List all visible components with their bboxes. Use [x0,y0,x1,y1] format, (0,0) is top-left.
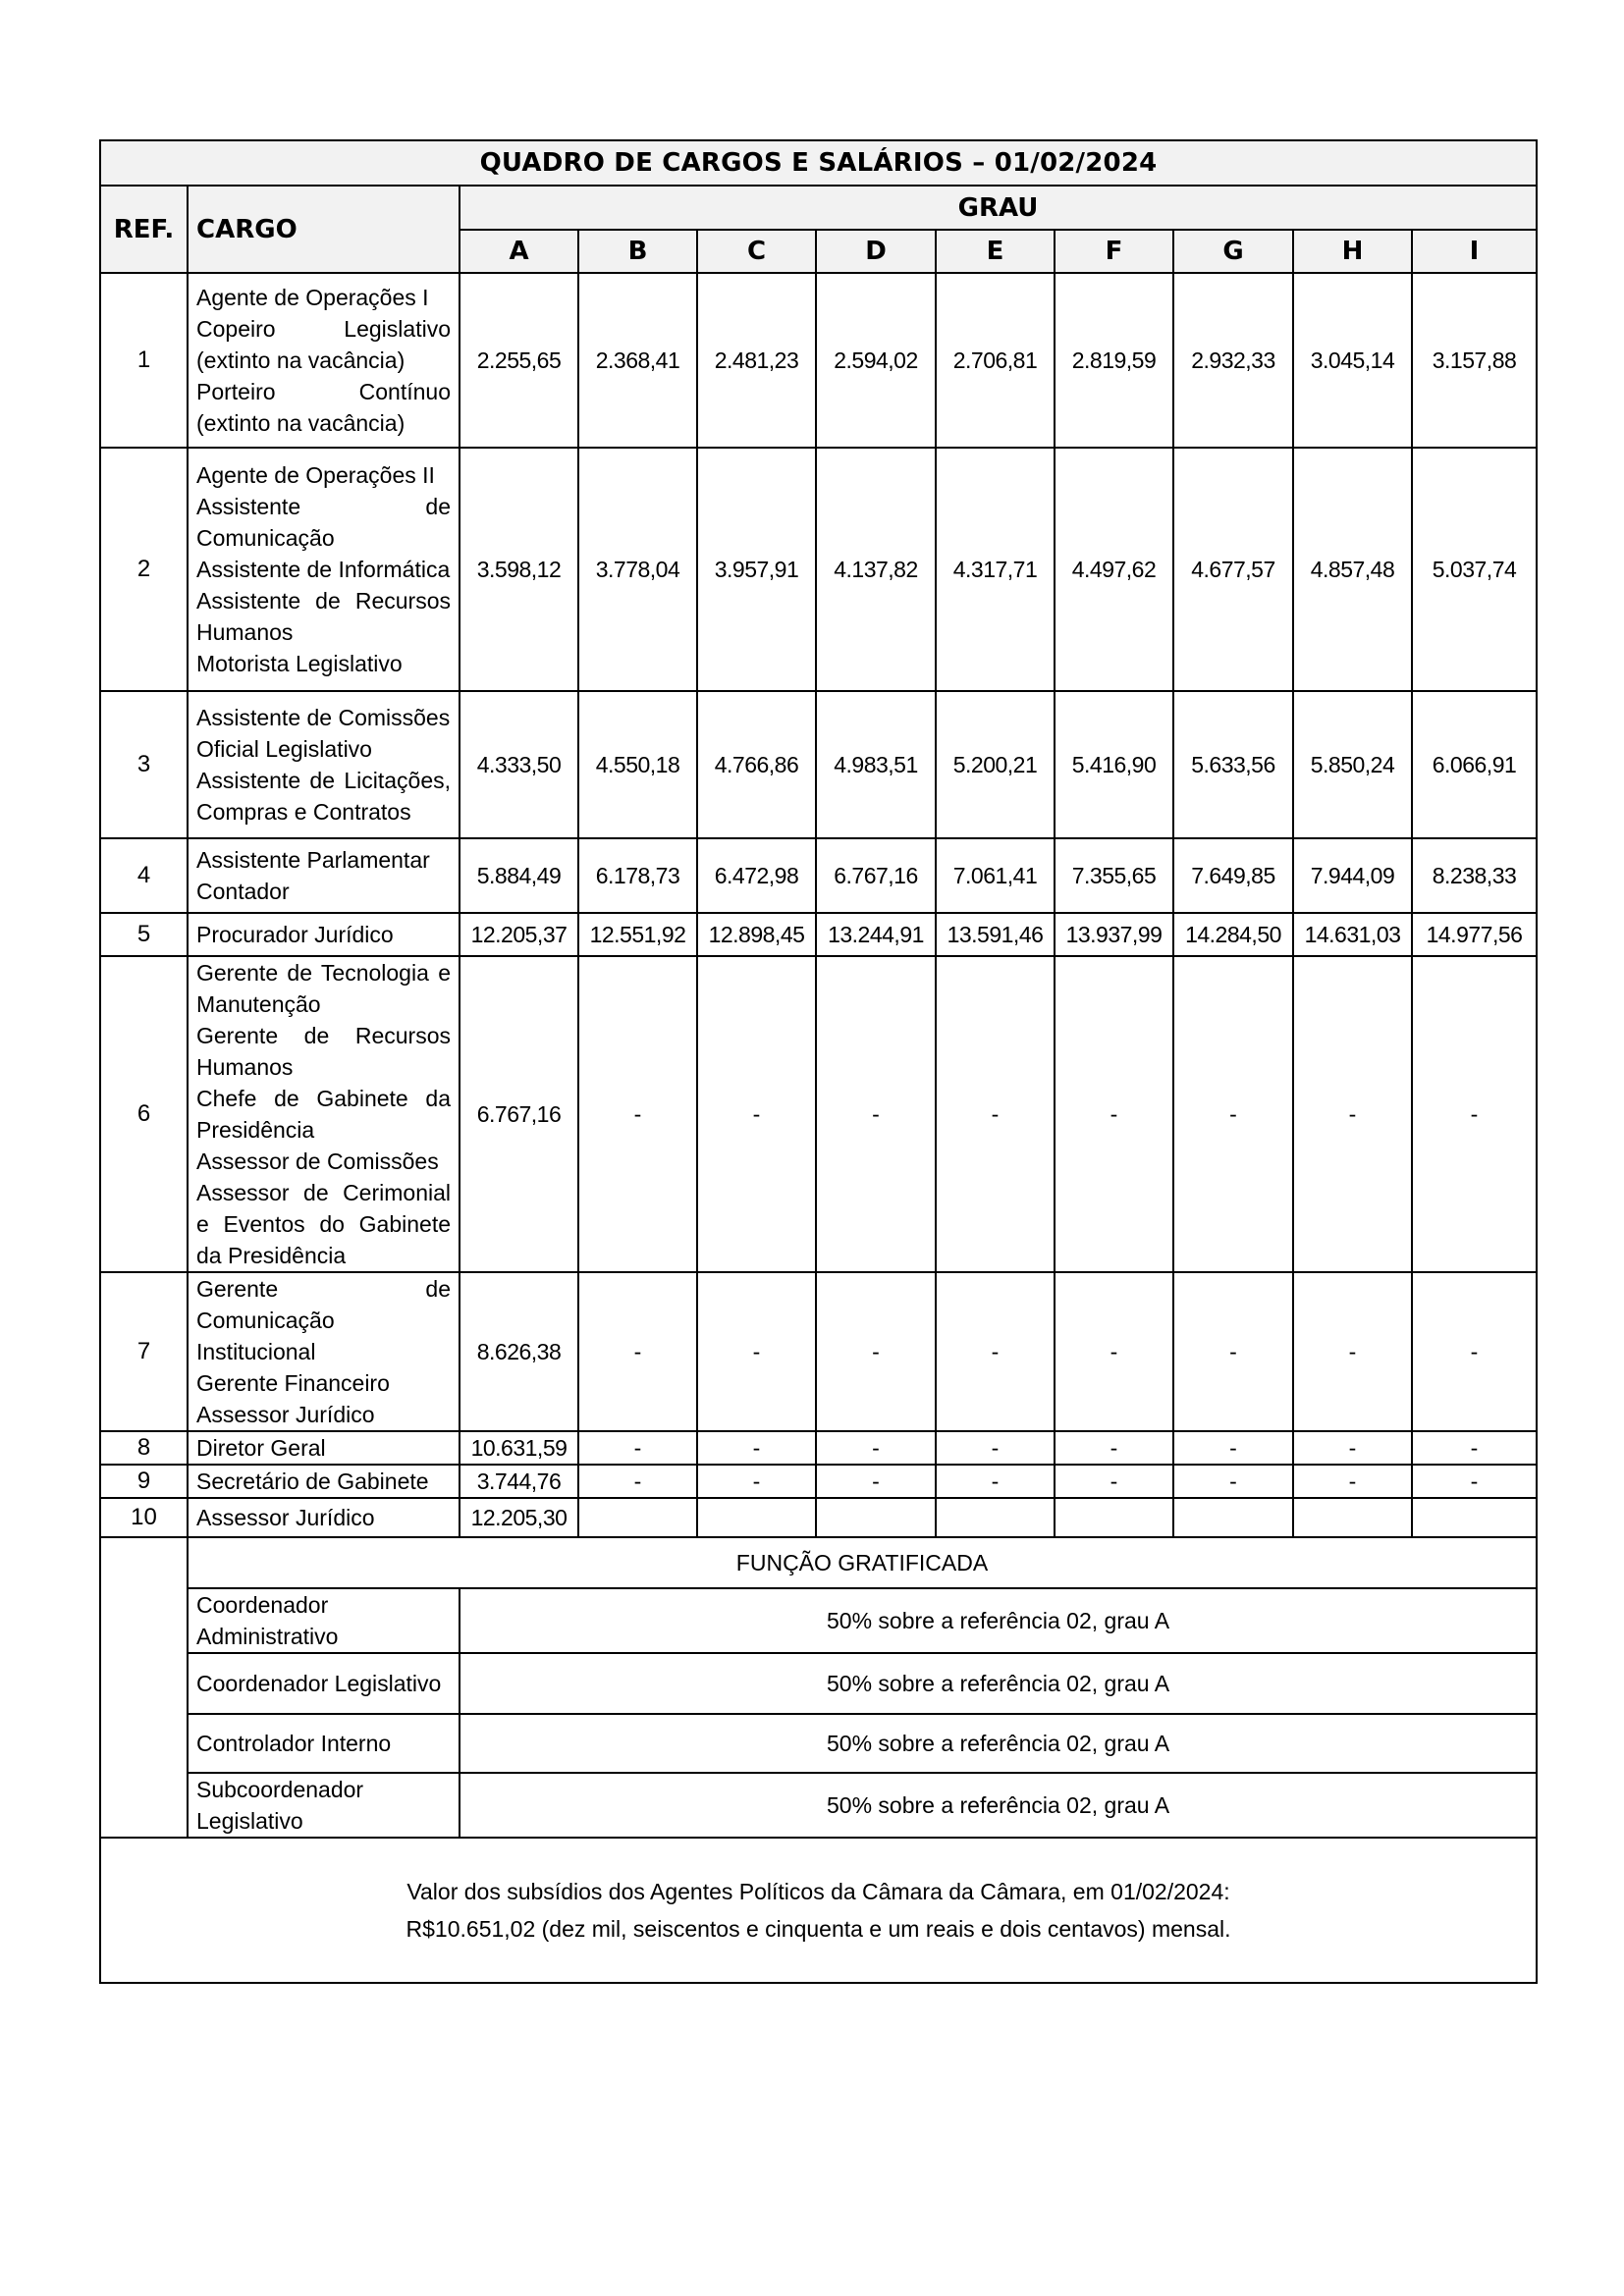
salary-cell-f: 7.355,65 [1055,838,1173,913]
salary-cell-i [1412,1498,1537,1537]
salary-cell-g: 2.932,33 [1173,273,1293,448]
salary-cell-d: 4.137,82 [816,448,936,691]
salary-cell-f: - [1055,1431,1173,1465]
salary-cell-f: - [1055,1465,1173,1498]
cargo-name: Gerente de Tecnologia e Manutenção [196,960,451,1017]
salary-cell-d [816,1498,936,1537]
salary-cell-b [578,1498,697,1537]
cargo-name: Assessor de Cerimonial e Eventos do Gabinete da Presidência [196,1180,451,1268]
note-line2: R$10.651,02 (dez mil, seiscentos e cinquenta e um reais e dois centavos) mensal. [406,1916,1231,1942]
salary-cell-g: 14.284,50 [1173,913,1293,956]
cargo-name: Copeiro Legislativo (extinto na vacância) [196,316,451,373]
table-row [100,913,1537,956]
salary-cell-a: 2.255,65 [460,273,578,448]
salary-cell-e: - [936,956,1055,1272]
cargo-name: Assessor de Comissões [196,1148,439,1174]
cargo-header: CARGO [188,186,460,273]
cargo-name: Assistente Parlamentar [196,847,430,873]
salary-cell-e: 13.591,46 [936,913,1055,956]
funcao-gratificada-row [100,1588,1537,1653]
ref-cell: 3 [100,691,188,838]
cargo-name: Oficial Legislativo [196,736,372,762]
salary-cell-c: 3.957,91 [697,448,816,691]
salary-cell-c: - [697,1465,816,1498]
ref-cell: 5 [100,913,188,956]
cargo-cell [188,1272,460,1431]
cargo-cell [188,691,460,838]
salary-cell-h: - [1293,956,1412,1272]
salary-cell-e: 5.200,21 [936,691,1055,838]
table-row [100,1465,1537,1498]
cargo-name: Assistente de Licitações, Compras e Contratos [196,768,451,825]
grade-header-e: E [936,230,1055,273]
salary-cell-a: 4.333,50 [460,691,578,838]
funcao-gratificada-title: FUNÇÃO GRATIFICADA [188,1537,1537,1588]
cargo-cell [188,448,460,691]
cargo-cell [188,838,460,913]
salary-cell-e: 4.317,71 [936,448,1055,691]
ref-cell: 10 [100,1498,188,1537]
salary-cell-b: 2.368,41 [578,273,697,448]
funcao-gratificada-row [100,1773,1537,1838]
empty-ref-cell [100,1773,188,1838]
salary-cell-h [1293,1498,1412,1537]
salary-cell-f: 4.497,62 [1055,448,1173,691]
salary-cell-f: 13.937,99 [1055,913,1173,956]
salary-cell-i: - [1412,1465,1537,1498]
cargo-cell [188,1465,460,1498]
grau-header: GRAU [460,186,1537,230]
table-row [100,448,1537,691]
salary-cell-b: 6.178,73 [578,838,697,913]
ref-cell: 8 [100,1431,188,1465]
grade-header-i: I [1412,230,1537,273]
salary-cell-a: 8.626,38 [460,1272,578,1431]
salary-cell-f [1055,1498,1173,1537]
table-row [100,1272,1537,1431]
cargo-name: Porteiro Contínuo (extinto na vacância) [196,379,451,436]
fg-cargo-cell: Subcoordenador Legislativo [188,1773,460,1838]
salary-cell-a: 6.767,16 [460,956,578,1272]
salary-cell-g: 7.649,85 [1173,838,1293,913]
salary-cell-h: 5.850,24 [1293,691,1412,838]
salary-cell-e: 2.706,81 [936,273,1055,448]
cargo-cell [188,273,460,448]
fg-value-cell: 50% sobre a referência 02, grau A [460,1714,1537,1773]
salary-cell-h: 7.944,09 [1293,838,1412,913]
salary-cell-c: 4.766,86 [697,691,816,838]
salary-cell-b: 4.550,18 [578,691,697,838]
cargo-name: Assistente de Comunicação [196,494,451,551]
subsidy-note [100,1838,1537,1983]
cargo-cell [188,1431,460,1465]
salary-cell-a: 12.205,37 [460,913,578,956]
salary-cell-c: - [697,1431,816,1465]
salary-cell-g: - [1173,1465,1293,1498]
cargo-name: Assessor Jurídico [196,1505,375,1530]
cargo-name: Gerente de Recursos Humanos [196,1023,451,1080]
funcao-gratificada-row [100,1653,1537,1714]
table-row [100,273,1537,448]
salary-cell-c [697,1498,816,1537]
cargo-name: Assistente de Comissões [196,705,451,730]
salary-cell-g: 4.677,57 [1173,448,1293,691]
cargo-name: Motorista Legislativo [196,651,403,676]
table-title: QUADRO DE CARGOS E SALÁRIOS – 01/02/2024 [100,140,1537,186]
table-row [100,838,1537,913]
salary-cell-b: - [578,1272,697,1431]
salary-cell-e: - [936,1465,1055,1498]
salary-cell-i: - [1412,1272,1537,1431]
table-row [100,956,1537,1272]
ref-cell: 1 [100,273,188,448]
salary-cell-d: - [816,1465,936,1498]
cargo-name: Procurador Jurídico [196,922,394,947]
salary-cell-a: 10.631,59 [460,1431,578,1465]
ref-cell: 6 [100,956,188,1272]
salary-cell-f: - [1055,1272,1173,1431]
cargo-name: Assistente de Informática [196,557,451,582]
cargo-name: Agente de Operações II [196,462,435,488]
ref-cell: 9 [100,1465,188,1498]
empty-ref-cell [100,1537,188,1588]
table-row [100,1498,1537,1537]
cargo-name: Diretor Geral [196,1435,326,1461]
salary-cell-e: 7.061,41 [936,838,1055,913]
salary-cell-f: 5.416,90 [1055,691,1173,838]
cargo-name: Contador [196,879,290,904]
salary-cell-h: 4.857,48 [1293,448,1412,691]
salary-cell-b: 12.551,92 [578,913,697,956]
funcao-gratificada-row [100,1714,1537,1773]
cargo-name: Gerente de Comunicação Institucional [196,1276,451,1364]
salary-cell-d: 13.244,91 [816,913,936,956]
fg-value-cell: 50% sobre a referência 02, grau A [460,1773,1537,1838]
salary-cell-g: - [1173,1431,1293,1465]
salary-cell-i: - [1412,1431,1537,1465]
cargo-name: Chefe de Gabinete da Presidência [196,1086,451,1143]
ref-cell: 7 [100,1272,188,1431]
salary-cell-b: - [578,1431,697,1465]
salary-cell-c: - [697,1272,816,1431]
salary-cell-h: 14.631,03 [1293,913,1412,956]
grade-header-h: H [1293,230,1412,273]
fg-value-cell: 50% sobre a referência 02, grau A [460,1588,1537,1653]
salary-cell-d: - [816,956,936,1272]
ref-cell: 4 [100,838,188,913]
salary-cell-f: - [1055,956,1173,1272]
fg-cargo-cell: Controlador Interno [188,1714,460,1773]
salary-cell-g: - [1173,1272,1293,1431]
salary-cell-i: 3.157,88 [1412,273,1537,448]
salary-cell-d: - [816,1431,936,1465]
fg-cargo-cell: Coordenador Administrativo [188,1588,460,1653]
salary-cell-g: 5.633,56 [1173,691,1293,838]
salary-cell-a: 12.205,30 [460,1498,578,1537]
salary-cell-i: 8.238,33 [1412,838,1537,913]
note-line1: Valor dos subsídios dos Agentes Políticos da Câmara da Câmara, em 01/02/2024: [406,1879,1230,1904]
salary-cell-b: 3.778,04 [578,448,697,691]
fg-cargo-cell: Coordenador Legislativo [188,1653,460,1714]
salary-cell-d: - [816,1272,936,1431]
empty-ref-cell [100,1588,188,1653]
salary-cell-e: - [936,1272,1055,1431]
salary-cell-a: 3.598,12 [460,448,578,691]
table-row [100,691,1537,838]
cargo-cell [188,1498,460,1537]
salary-cell-h: 3.045,14 [1293,273,1412,448]
salary-cell-h: - [1293,1431,1412,1465]
grade-header-f: F [1055,230,1173,273]
salary-cell-d: 2.594,02 [816,273,936,448]
cargo-name: Gerente Financeiro [196,1370,390,1396]
salary-cell-b: - [578,1465,697,1498]
empty-ref-cell [100,1714,188,1773]
funcao-gratificada-header-row [100,1537,1537,1588]
fg-value-cell: 50% sobre a referência 02, grau A [460,1653,1537,1714]
salary-cell-c: 6.472,98 [697,838,816,913]
salary-cell-a: 5.884,49 [460,838,578,913]
grade-header-g: G [1173,230,1293,273]
salary-cell-i: - [1412,956,1537,1272]
grade-header-d: D [816,230,936,273]
cargo-name: Assistente de Recursos Humanos [196,588,451,645]
salary-cell-c: 12.898,45 [697,913,816,956]
table-row [100,1431,1537,1465]
salary-cell-i: 6.066,91 [1412,691,1537,838]
salary-table [99,139,1538,1984]
salary-cell-d: 4.983,51 [816,691,936,838]
salary-cell-h: - [1293,1465,1412,1498]
cargo-cell [188,956,460,1272]
salary-table-page [99,139,1536,1984]
salary-cell-g: - [1173,956,1293,1272]
salary-cell-b: - [578,956,697,1272]
cargo-cell [188,913,460,956]
salary-cell-f: 2.819,59 [1055,273,1173,448]
empty-ref-cell [100,1653,188,1714]
salary-cell-i: 14.977,56 [1412,913,1537,956]
salary-cell-g [1173,1498,1293,1537]
grade-header-b: B [578,230,697,273]
salary-cell-e: - [936,1431,1055,1465]
salary-cell-d: 6.767,16 [816,838,936,913]
salary-cell-a: 3.744,76 [460,1465,578,1498]
salary-cell-i: 5.037,74 [1412,448,1537,691]
salary-cell-e [936,1498,1055,1537]
cargo-name: Assessor Jurídico [196,1402,375,1427]
salary-cell-h: - [1293,1272,1412,1431]
salary-cell-c: 2.481,23 [697,273,816,448]
cargo-name: Secretário de Gabinete [196,1468,429,1494]
note-row [100,1838,1537,1983]
ref-header: REF. [100,186,188,273]
ref-cell: 2 [100,448,188,691]
grade-header-c: C [697,230,816,273]
salary-cell-c: - [697,956,816,1272]
grade-header-a: A [460,230,578,273]
cargo-name: Agente de Operações I [196,285,429,310]
